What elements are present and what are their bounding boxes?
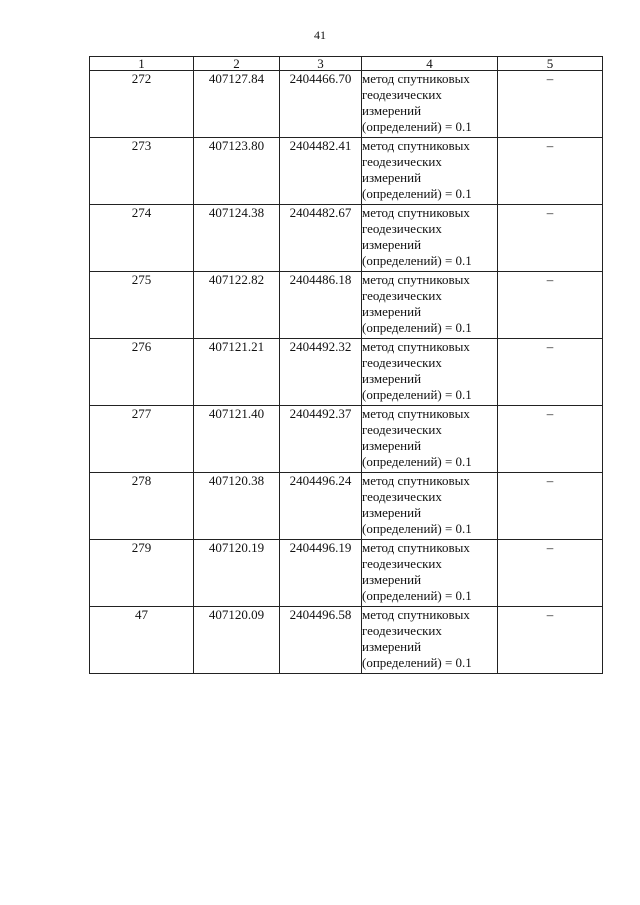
col5-cell: –	[498, 138, 603, 205]
method-line: (определений) = 0.1	[362, 320, 472, 335]
method-line: (определений) = 0.1	[362, 521, 472, 536]
method-line: метод спутниковых	[362, 71, 470, 86]
table-body	[90, 71, 603, 674]
method-line: геодезических	[362, 623, 442, 638]
x-coordinate-cell: 407124.38	[194, 205, 280, 272]
header-row	[90, 57, 603, 71]
table-row	[90, 272, 603, 339]
coordinates-table	[89, 56, 603, 674]
point-number-cell: 277	[90, 406, 194, 473]
method-line: метод спутниковых	[362, 607, 470, 622]
y-coordinate-cell: 2404496.58	[280, 607, 362, 674]
method-line: метод спутниковых	[362, 406, 470, 421]
method-line: измерений	[362, 170, 422, 185]
x-coordinate-cell: 407121.21	[194, 339, 280, 406]
header-col-1: 1	[90, 57, 194, 71]
table-row	[90, 607, 603, 674]
method-line: (определений) = 0.1	[362, 253, 472, 268]
method-line: метод спутниковых	[362, 272, 470, 287]
method-cell	[362, 339, 498, 406]
table-row	[90, 339, 603, 406]
method-line: (определений) = 0.1	[362, 454, 472, 469]
header-col-4: 4	[362, 57, 498, 71]
method-line: измерений	[362, 371, 422, 386]
method-line: (определений) = 0.1	[362, 588, 472, 603]
method-line: измерений	[362, 237, 422, 252]
table-header	[90, 57, 603, 71]
header-col-5: 5	[498, 57, 603, 71]
method-line: измерений	[362, 304, 422, 319]
method-line: измерений	[362, 103, 422, 118]
method-line: геодезических	[362, 154, 442, 169]
col5-cell: –	[498, 473, 603, 540]
x-coordinate-cell: 407121.40	[194, 406, 280, 473]
method-line: геодезических	[362, 489, 442, 504]
method-cell	[362, 473, 498, 540]
method-cell	[362, 138, 498, 205]
method-cell	[362, 540, 498, 607]
x-coordinate-cell: 407127.84	[194, 71, 280, 138]
point-number-cell: 274	[90, 205, 194, 272]
y-coordinate-cell: 2404492.32	[280, 339, 362, 406]
col5-cell: –	[498, 540, 603, 607]
table-row	[90, 205, 603, 272]
table-row	[90, 540, 603, 607]
y-coordinate-cell: 2404492.37	[280, 406, 362, 473]
method-line: метод спутниковых	[362, 540, 470, 555]
col5-cell: –	[498, 71, 603, 138]
table-row	[90, 406, 603, 473]
page-number: 41	[314, 28, 326, 42]
y-coordinate-cell: 2404482.67	[280, 205, 362, 272]
point-number-cell: 273	[90, 138, 194, 205]
method-line: измерений	[362, 639, 422, 654]
y-coordinate-cell: 2404482.41	[280, 138, 362, 205]
method-cell	[362, 607, 498, 674]
method-line: метод спутниковых	[362, 138, 470, 153]
point-number-cell: 47	[90, 607, 194, 674]
method-cell	[362, 205, 498, 272]
method-line: геодезических	[362, 87, 442, 102]
method-cell	[362, 406, 498, 473]
x-coordinate-cell: 407120.09	[194, 607, 280, 674]
point-number-cell: 278	[90, 473, 194, 540]
col5-cell: –	[498, 205, 603, 272]
point-number-cell: 279	[90, 540, 194, 607]
method-line: (определений) = 0.1	[362, 387, 472, 402]
table-row	[90, 138, 603, 205]
method-line: геодезических	[362, 288, 442, 303]
point-number-cell: 276	[90, 339, 194, 406]
method-cell	[362, 71, 498, 138]
method-line: геодезических	[362, 221, 442, 236]
method-line: геодезических	[362, 355, 442, 370]
method-line: геодезических	[362, 422, 442, 437]
method-line: измерений	[362, 572, 422, 587]
header-col-3: 3	[280, 57, 362, 71]
y-coordinate-cell: 2404496.19	[280, 540, 362, 607]
method-line: измерений	[362, 505, 422, 520]
col5-cell: –	[498, 339, 603, 406]
y-coordinate-cell: 2404466.70	[280, 71, 362, 138]
method-line: (определений) = 0.1	[362, 655, 472, 670]
method-line: метод спутниковых	[362, 339, 470, 354]
col5-cell: –	[498, 406, 603, 473]
method-line: метод спутниковых	[362, 205, 470, 220]
method-line: измерений	[362, 438, 422, 453]
method-line: метод спутниковых	[362, 473, 470, 488]
table-row	[90, 473, 603, 540]
method-line: (определений) = 0.1	[362, 119, 472, 134]
point-number-cell: 272	[90, 71, 194, 138]
x-coordinate-cell: 407122.82	[194, 272, 280, 339]
method-cell	[362, 272, 498, 339]
y-coordinate-cell: 2404486.18	[280, 272, 362, 339]
col5-cell: –	[498, 272, 603, 339]
x-coordinate-cell: 407120.19	[194, 540, 280, 607]
y-coordinate-cell: 2404496.24	[280, 473, 362, 540]
header-col-2: 2	[194, 57, 280, 71]
method-line: (определений) = 0.1	[362, 186, 472, 201]
x-coordinate-cell: 407123.80	[194, 138, 280, 205]
col5-cell: –	[498, 607, 603, 674]
x-coordinate-cell: 407120.38	[194, 473, 280, 540]
table-row	[90, 71, 603, 138]
method-line: геодезических	[362, 556, 442, 571]
point-number-cell: 275	[90, 272, 194, 339]
